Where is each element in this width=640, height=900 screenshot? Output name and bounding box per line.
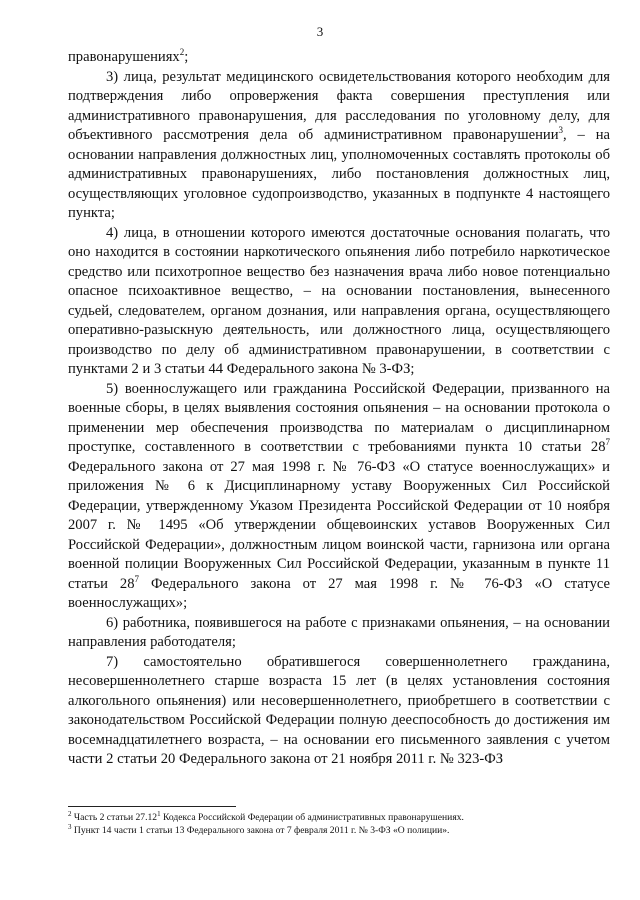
footnote-ref: 7 (605, 437, 610, 448)
paragraph (68, 653, 610, 770)
footnote-separator (68, 806, 236, 807)
paragraph (68, 224, 610, 380)
text-run: Федерального закона от 27 мая 1998 г. № 76-ФЗ «О статусе военнослужащих»; (68, 575, 610, 611)
paragraph (68, 48, 610, 68)
footnote-ref: 2 (68, 809, 72, 818)
footnote-ref: 7 (134, 573, 140, 584)
footnote-ref: 2 (179, 47, 185, 58)
footnote-ref: 1 (157, 809, 161, 818)
text-run: ; (184, 49, 189, 65)
text-run: 5) военнослужащего или гражданина Российской Федерации, призванного на военные сборы, в целях выявления состояния опьянения – на основании протокола о применении мер обеспечения производства по материалам о дисциплинарном проступке, составленного в соответствии с требованиями пункта 10 статьи 28 (68, 380, 610, 455)
footnotes (68, 811, 610, 837)
text-run: 7) самостоятельно обратившегося совершеннолетнего гражданина, несовершеннолетнего старше возраста 15 лет (в целях установления состояния алкогольного опьянения) или несовершеннолетнего, приобретшего в соответствии с законодательством Российской Федерации полную дееспособность до достижения им восемнадцатилетнего возраста, – на основании его письменного заявления с учетом части 2 статьи 20 Федерального закона от 21 ноября 2011 г. № 323-ФЗ (68, 653, 610, 767)
footnote-ref: 3 (558, 125, 564, 136)
text-run: Федерального закона от 27 мая 1998 г. № 76-ФЗ «О статусе военнослужащих» и приложения № 6 к Дисциплинарному уставу Вооруженных Сил Российской Федерации, утвержденному Указом Президента Российской Федерации от 10 ноября 2007 г. № 1495 «Об утверждении общевоинских уставов Вооруженных Сил Российской Федерации», должностным лицом воинской части, гарнизона или органа военной полиции Вооруженных Сил Российской Федерации, указанным в пункте 11 статьи 28 (68, 458, 610, 592)
paragraph (68, 380, 610, 614)
footnote (68, 811, 610, 824)
text-run: 4) лица, в отношении которого имеются достаточные основания полагать, что оно находится в состоянии наркотического опьянения либо потребило наркотическое средство или психотропное вещество без назначения врача либо новое потенциально опасное психоактивное вещество, – на основании постановления, вынесенного судьей, следователем, органом дознания, или направления органа, осуществляющего оперативно-разыскную деятельность, или должностного лица, осуществляющего производство по делу об административном правонарушении, в соответствии с пунктами 2 и 3 статьи 44 Федерального закона № 3-ФЗ; (68, 224, 610, 377)
text-run: правонарушениях (68, 49, 180, 65)
paragraph (68, 614, 610, 653)
text-run: 6) работника, появившегося на работе с признаками опьянения, – на основании направления работодателя; (68, 614, 610, 650)
text-run: 3) лица, результат медицинского освидетельствования которого необходим для подтверждения либо опровержения факта совершения преступления или административного правонарушения, для расследования по уголовному делу, для объективного рассмотрения дела об административном правонарушении (68, 68, 610, 143)
page-number: 3 (316, 24, 324, 39)
text-run: Пункт 14 части 1 статьи 13 Федерального закона от 7 февраля 2011 г. № 3-ФЗ «О полиции». (71, 825, 450, 836)
footnote-ref: 3 (68, 822, 72, 831)
text-run: Кодекса Российской Федерации об административных правонарушениях. (160, 812, 464, 823)
paragraph (68, 68, 610, 224)
text-run: Часть 2 статьи 27.12 (71, 812, 158, 823)
text-run: , – на основании направления должностных лиц, уполномоченных составлять протоколы об административных правонарушениях, либо постановления должностных лиц, осуществляющих уголовное судопроизводство, указанных в подпункте 4 настоящего пункта; (68, 127, 610, 221)
footnote (68, 824, 610, 837)
document-body (68, 48, 610, 770)
